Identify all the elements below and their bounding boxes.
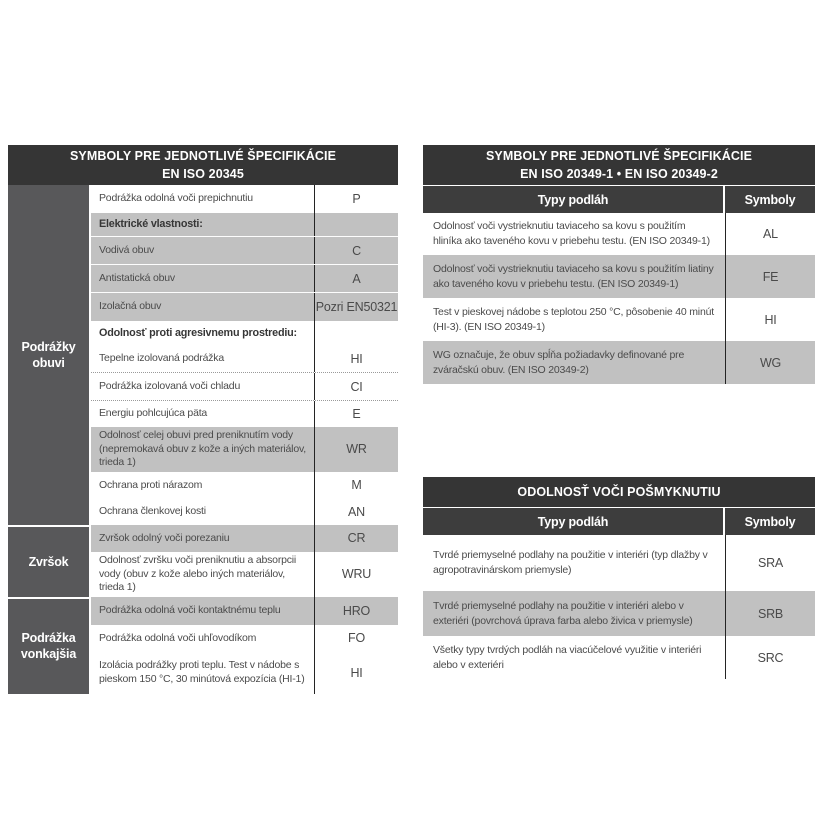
table-title-line1: SYMBOLY PRE JEDNOTLIVÉ ŠPECIFIKÁCIE: [485, 148, 753, 163]
section-podrazka-vonkajsia: [8, 597, 398, 694]
row-description: Elektrické vlastnosti:: [99, 218, 203, 231]
row-description: Izolačná obuv: [99, 300, 162, 313]
row-description: Podrážka odolná voči kontaktnému teplu: [99, 604, 281, 617]
table-row: [91, 213, 398, 237]
table-row: [91, 625, 398, 652]
table-odolnost-voci-posmyknutiu: [423, 477, 815, 679]
column-header-types: Typy podláh: [423, 508, 725, 535]
row-symbol: P: [314, 185, 398, 213]
row-description: WG označuje, že obuv spĺňa požiadavky definované pre zváračskú obuv. (EN ISO 20349-2): [433, 348, 685, 376]
table-row: [91, 597, 398, 625]
row-symbol: WG: [725, 341, 815, 384]
table-row: [423, 255, 815, 298]
table-row: [91, 321, 398, 345]
row-symbol: HI: [725, 298, 815, 341]
table-title-line2: EN ISO 20345: [162, 167, 244, 181]
row-symbol: C: [314, 237, 398, 264]
row-description: Vodivá obuv: [99, 243, 155, 256]
row-symbol: CR: [314, 525, 398, 552]
table-row: [91, 652, 398, 694]
table-title-line1: SYMBOLY PRE JEDNOTLIVÉ ŠPECIFIKÁCIE: [69, 148, 337, 163]
row-symbol: E: [314, 401, 398, 427]
column-headers: [423, 507, 815, 535]
row-description: Odolnosť voči vystrieknutiu taviaceho sa kovu s použitím liatiny ako taveného kovu v priebehu testu. (EN ISO 20349-1): [433, 262, 714, 290]
row-description: Podrážka odolná voči uhľovodíkom: [99, 631, 257, 644]
table-title-line2: EN ISO 20349-1 • EN ISO 20349-2: [520, 167, 718, 181]
table-row: [423, 535, 815, 591]
table-row: [91, 552, 398, 597]
row-description: Ochrana proti nárazom: [99, 478, 203, 491]
row-description: Odolnosť celej obuvi pred preniknutím vody (nepremokavá obuv z kože a iných materiálov, trieda 1): [99, 429, 306, 469]
section-label: Podrážky obuvi: [8, 185, 91, 525]
row-symbol: [314, 213, 398, 236]
row-symbol: SRC: [725, 636, 815, 679]
table-row: [91, 185, 398, 213]
row-symbol: HRO: [314, 597, 398, 625]
row-symbol: FE: [725, 255, 815, 298]
table-row: [91, 525, 398, 552]
row-description: Test v pieskovej nádobe s teplotou 250 °C, pôsobenie 40 minút (HI-3). (EN ISO 20349-1): [433, 305, 714, 333]
column-header-types: Typy podláh: [423, 186, 725, 213]
table-row: [423, 213, 815, 255]
section-podrazky-obuvi: [8, 185, 398, 525]
section-label: Zvršok: [8, 525, 91, 597]
table-row: [423, 636, 815, 679]
row-symbol: WRU: [314, 552, 398, 597]
table-row: [91, 401, 398, 427]
table-title-line1: ODOLNOSŤ VOČI POŠMYKNUTIU: [517, 484, 721, 499]
table-row: [91, 373, 398, 401]
table-row: [91, 293, 398, 321]
table-row: [423, 298, 815, 341]
column-header-symbols: Symboly: [725, 508, 815, 535]
row-symbol: FO: [314, 625, 398, 652]
section-zvrsok: [8, 525, 398, 597]
column-headers: [423, 185, 815, 213]
table-row: [91, 237, 398, 265]
row-description: Odolnosť proti agresivnemu prostrediu:: [99, 326, 297, 339]
row-symbol: HI: [314, 345, 398, 372]
row-description: Energiu pohlcujúca päta: [99, 407, 208, 420]
table-title: [423, 477, 815, 507]
row-description: Tepelne izolovaná podrážka: [99, 351, 224, 364]
row-symbol: AL: [725, 213, 815, 255]
row-description: Zvršok odolný voči porezaniu: [99, 531, 230, 544]
row-symbol: WR: [314, 427, 398, 472]
row-description: Odolnosť zvršku voči preniknutiu a absorpcii vody (obuv z kože alebo iných materiálov, trieda 1): [99, 553, 297, 594]
row-description: Izolácia podrážky proti teplu. Test v nádobe s pieskom 150 °C, 30 minútová expozícia (HI-1): [99, 659, 305, 685]
row-symbol: M: [314, 472, 398, 499]
row-symbol: A: [314, 265, 398, 292]
row-description: Ochrana členkovej kosti: [99, 505, 206, 518]
table-en-iso-20345: [8, 145, 398, 694]
table-title: [8, 145, 398, 185]
row-description: Tvrdé priemyselné podlahy na použitie v interiéri alebo v exteriéri (povrchová úprava farba alebo živica v priemysle): [433, 599, 693, 627]
row-symbol: SRA: [725, 535, 815, 591]
table-title: [423, 145, 815, 185]
row-symbol: [314, 321, 398, 345]
table-row: [91, 265, 398, 293]
row-symbol: SRB: [725, 591, 815, 636]
row-symbol: Pozri EN50321: [314, 293, 398, 321]
row-description: Odolnosť voči vystrieknutiu taviaceho sa kovu s použitím hliníka ako taveného kovu v priebehu testu. (EN ISO 20349-1): [433, 220, 710, 247]
table-row: [91, 427, 398, 472]
section-label: Podrážka vonkajšia: [8, 597, 91, 694]
row-description: Antistatická obuv: [99, 271, 175, 284]
column-header-symbols: Symboly: [725, 186, 815, 213]
row-description: Všetky typy tvrdých podláh na viacúčelové využitie v interiéri alebo v exteriéri: [433, 643, 702, 671]
table-row: [91, 472, 398, 499]
row-symbol: CI: [314, 373, 398, 400]
row-description: Podrážka izolovaná voči chladu: [99, 379, 241, 392]
table-en-iso-20349: [423, 145, 815, 384]
row-symbol: HI: [314, 652, 398, 694]
table-row: [423, 341, 815, 384]
table-row: [423, 591, 815, 636]
row-symbol: AN: [314, 499, 398, 525]
row-description: Tvrdé priemyselné podlahy na použitie v interiéri (typ dlažby v agropotravinárskom priemysle): [433, 549, 708, 576]
table-row: [91, 345, 398, 373]
row-description: Podrážka odolná voči prepichnutiu: [99, 192, 253, 205]
table-row: [91, 499, 398, 525]
